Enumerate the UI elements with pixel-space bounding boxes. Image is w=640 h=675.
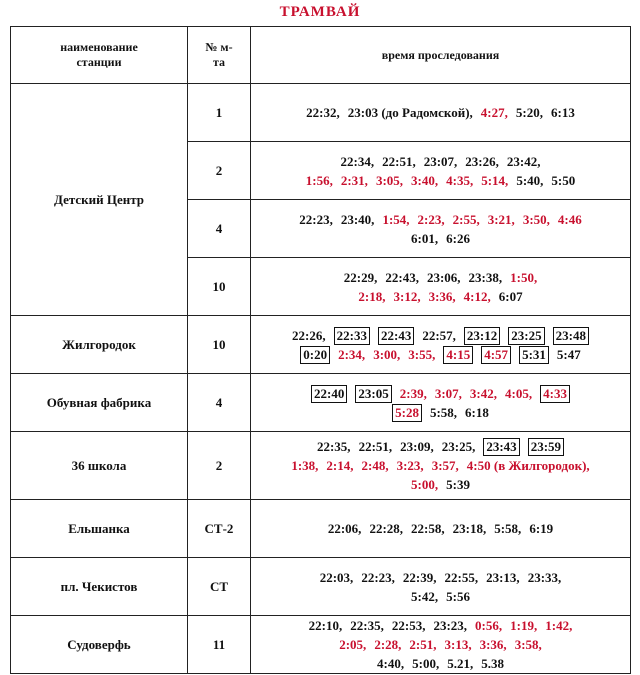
station-name: Судоверфь (11, 616, 188, 674)
times-line (257, 171, 624, 190)
time-entry: 22:34, (340, 153, 375, 169)
boxed-time: 23:12 (464, 327, 500, 345)
time-entry: 5.38 (481, 656, 504, 671)
route-number: 10 (188, 258, 251, 316)
route-number: 1 (188, 84, 251, 142)
time-entry: 2:23, (417, 211, 445, 227)
time-entry: 5:42, (411, 588, 439, 604)
times-line (257, 287, 624, 306)
departure-times (251, 316, 631, 374)
time-entry: 4:05, (505, 385, 533, 401)
time-entry: 3:23, (396, 458, 424, 473)
time-entry: 2:31, (340, 172, 368, 188)
time-entry: 3:58, (514, 637, 542, 652)
table-row (11, 616, 631, 674)
boxed-time: 23:59 (528, 438, 564, 456)
boxed-time: 22:40 (311, 385, 347, 403)
boxed-time: 5:28 (392, 404, 422, 422)
station-name: 36 школа (11, 432, 188, 500)
table-header-row (11, 27, 631, 84)
time-entry: 4:50 (в Жилгородок), (466, 458, 590, 473)
time-entry: 2:28, (374, 637, 402, 652)
table-row (11, 558, 631, 616)
time-entry: 5:00, (411, 477, 439, 492)
header-times: время проследования (251, 27, 631, 84)
times-line (257, 616, 624, 635)
boxed-time: 23:48 (553, 327, 589, 345)
time-entry: 22:43, (385, 269, 419, 285)
time-entry: 23:06, (426, 269, 461, 285)
time-entry: 22:32, (306, 105, 340, 120)
time-entry: 3:40, (411, 172, 439, 188)
time-entry: 22:39, (402, 569, 437, 585)
route-number: 2 (188, 432, 251, 500)
station-name: Жилгородок (11, 316, 188, 374)
time-entry: 4:40, (377, 656, 405, 671)
time-entry: 1:56, (305, 172, 333, 188)
time-entry: 3:12, (393, 288, 421, 304)
time-entry: 3:05, (375, 172, 404, 188)
time-entry: 4:46 (557, 211, 582, 227)
times-line (257, 519, 624, 538)
departure-times (251, 616, 631, 674)
boxed-time: 22:43 (378, 327, 414, 345)
time-entry: 3:21, (487, 211, 515, 227)
time-entry: 1:38, (291, 458, 319, 473)
table-row (11, 432, 631, 500)
times-line (257, 152, 624, 171)
time-entry: 23:38, (468, 269, 503, 285)
times-line (257, 403, 624, 422)
time-entry: 3:50, (522, 211, 550, 227)
route-number: 11 (188, 616, 251, 674)
time-entry: 22:55, (444, 569, 479, 585)
time-entry: 22:35, (316, 439, 351, 454)
time-entry: 22:53, (391, 618, 426, 633)
time-entry: 3:36, (479, 637, 507, 652)
times-line (257, 475, 624, 494)
time-entry: 6:19 (529, 521, 554, 536)
header-station: наименование станции (11, 27, 188, 84)
boxed-time: 23:25 (508, 327, 544, 345)
time-entry: 1:54, (382, 211, 410, 227)
table-row (11, 500, 631, 558)
time-entry: 5:58, (494, 521, 522, 536)
route-number: СТ-2 (188, 500, 251, 558)
time-entry: 5:00, (412, 656, 440, 671)
time-entry: 2:39, (399, 385, 427, 401)
time-entry: 6:13 (550, 105, 575, 120)
time-entry: 22:51, (382, 153, 416, 169)
times-line (257, 587, 624, 606)
time-entry: 1:42, (545, 618, 573, 633)
table-row (11, 84, 631, 142)
time-entry: 3:57, (431, 458, 459, 473)
page-title: ТРАМВАЙ (279, 4, 361, 20)
time-entry: 2:05, (339, 637, 367, 652)
time-entry: 5:40, (516, 172, 544, 188)
departure-times (251, 432, 631, 500)
time-entry: 3:00, (373, 346, 401, 362)
times-line (257, 568, 624, 587)
time-entry: 22:06, (327, 521, 362, 536)
time-entry: 2:14, (326, 458, 354, 473)
time-entry: 22:23, (361, 569, 395, 585)
time-entry: 22:29, (343, 269, 378, 285)
time-entry: 22:51, (358, 439, 393, 454)
tram-schedule-table (10, 26, 631, 674)
time-entry: 3:13, (444, 637, 472, 652)
boxed-time: 23:43 (483, 438, 519, 456)
times-line (257, 384, 624, 403)
departure-times (251, 84, 631, 142)
times-line (257, 456, 624, 475)
departure-times (251, 200, 631, 258)
route-number: 4 (188, 374, 251, 432)
time-entry: 23:26, (465, 153, 499, 169)
time-entry: 23:23, (433, 618, 468, 633)
time-entry: 5:39 (446, 477, 470, 492)
departure-times (251, 142, 631, 200)
time-entry: 22:23, (299, 211, 333, 227)
time-entry: 23:03 (до Радомской), (347, 105, 473, 120)
route-number: 2 (188, 142, 251, 200)
time-entry: 1:50, (510, 269, 538, 285)
times-line (257, 437, 624, 456)
time-entry: 2:48, (361, 458, 389, 473)
time-entry: 4:12, (463, 288, 491, 304)
boxed-time: 4:15 (443, 346, 473, 364)
boxed-time: 4:33 (540, 385, 570, 403)
route-number: 4 (188, 200, 251, 258)
time-entry: 23:09, (400, 439, 434, 454)
station-name: Ельшанка (11, 500, 188, 558)
station-name: Детский Центр (11, 84, 188, 316)
time-entry: 3:36, (428, 288, 456, 304)
table-row (11, 374, 631, 432)
time-entry: 2:18, (358, 288, 386, 304)
times-line (257, 345, 624, 364)
time-entry: 5:14, (481, 172, 509, 188)
time-entry: 6:07 (498, 288, 523, 304)
time-entry: 2:55, (452, 211, 480, 227)
time-entry: 6:26 (446, 230, 470, 246)
header-route: № м-та (188, 27, 251, 84)
departure-times (251, 500, 631, 558)
table-row (11, 316, 631, 374)
time-entry: 22:57, (422, 327, 456, 343)
route-number: 10 (188, 316, 251, 374)
time-entry: 6:01, (411, 230, 439, 246)
times-line (257, 654, 624, 673)
time-entry: 0:56, (475, 618, 503, 633)
time-entry: 4:27, (480, 105, 508, 120)
time-entry: 4:35, (446, 172, 474, 188)
station-name: Обувная фабрика (11, 374, 188, 432)
departure-times (251, 558, 631, 616)
table-body (11, 84, 631, 674)
time-entry: 5:58, (429, 404, 458, 420)
boxed-time: 22:33 (334, 327, 370, 345)
time-entry: 5:50 (551, 172, 576, 188)
time-entry: 3:42, (469, 385, 498, 401)
time-entry: 22:28, (369, 521, 404, 536)
time-entry: 2:34, (338, 346, 366, 362)
time-entry: 5:20, (515, 105, 543, 120)
boxed-time: 5:31 (519, 346, 549, 364)
time-entry: 3:07, (434, 385, 462, 401)
time-entry: 23:25, (441, 439, 476, 454)
time-entry: 3:55, (408, 346, 436, 362)
times-line (257, 326, 624, 345)
time-entry: 1:19, (510, 618, 538, 633)
time-entry: 5:47 (556, 346, 581, 362)
time-entry: 22:35, (350, 618, 384, 633)
time-entry: 6:18 (465, 404, 489, 420)
times-line (257, 103, 624, 122)
station-name: пл. Чекистов (11, 558, 188, 616)
time-entry: 23:40, (340, 211, 375, 227)
time-entry: 22:58, (411, 521, 445, 536)
time-entry: 5.21, (447, 656, 474, 671)
time-entry: 2:51, (409, 637, 437, 652)
times-line (257, 229, 624, 248)
boxed-time: 23:05 (355, 385, 391, 403)
time-entry: 23:07, (423, 153, 458, 169)
route-number: СТ (188, 558, 251, 616)
time-entry: 22:10, (308, 618, 343, 633)
time-entry: 23:13, (486, 569, 520, 585)
time-entry: 23:33, (527, 569, 562, 585)
departure-times (251, 258, 631, 316)
times-line (257, 268, 624, 287)
time-entry: 22:26, (292, 327, 326, 343)
time-entry: 23:42, (506, 153, 541, 169)
time-entry: 22:03, (319, 569, 354, 585)
departure-times (251, 374, 631, 432)
time-entry: 5:56 (446, 588, 470, 604)
times-line (257, 635, 624, 654)
times-line (257, 210, 624, 229)
boxed-time: 0:20 (300, 346, 330, 364)
boxed-time: 4:57 (481, 346, 511, 364)
time-entry: 23:18, (452, 521, 487, 536)
